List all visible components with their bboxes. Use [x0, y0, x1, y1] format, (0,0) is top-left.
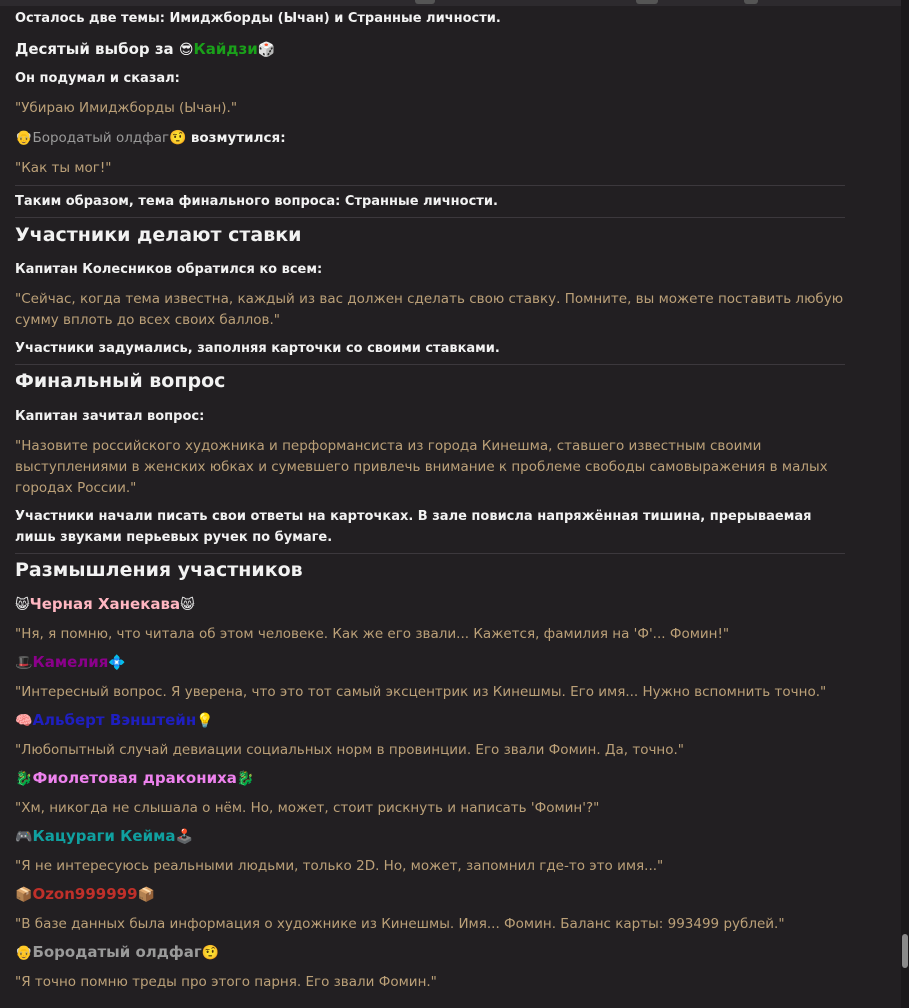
participant-emoji-icon: 💠 — [108, 655, 126, 671]
tenth-choice-label: Десятый выбор за — [15, 40, 174, 58]
participant-emoji-icon: 👴 — [15, 945, 33, 961]
participant-name: Кацураги Кейма — [32, 827, 176, 845]
toolbar-icon — [744, 0, 758, 4]
dice-icon: 🎲 — [257, 42, 276, 58]
bets-quote: "Сейчас, когда тема известна, каждый из вас должен сделать свою ставку. Помните, вы можете поставить любую сумму вплоть до всех своих баллов." — [15, 291, 844, 328]
objected-text: возмутился: — [190, 130, 286, 146]
participant-quote: "Интересный вопрос. Я уверена, что это тот самый эксцентрик из Кинешмы. Его имя... Нужно вспомнить точно." — [15, 684, 827, 700]
participant-quote: "Я не интересуюсь реальными людьми, только 2D. Но, может, запомнил где-то это имя..." — [15, 858, 664, 874]
old-man-icon: 👴 — [15, 130, 33, 146]
participants-list — [15, 593, 845, 993]
scrollbar[interactable] — [901, 0, 909, 1008]
participant-name: Ozon999999 — [32, 885, 138, 903]
participant-name-line — [15, 767, 845, 790]
bets-pondered-text: Участники задумались, заполняя карточки со своими ставками. — [15, 341, 500, 356]
chat-content — [15, 8, 845, 993]
toolbar-icon — [415, 0, 435, 4]
participant-emoji-icon: 🐉 — [236, 771, 255, 787]
participant-name-line — [15, 593, 845, 616]
participant-name: Альберт Вэнштейн — [32, 711, 197, 729]
participant-name-line — [15, 941, 845, 964]
cool-face-icon: 😎 — [178, 42, 194, 58]
participant-name-line — [15, 883, 845, 906]
toolbar-icon — [636, 0, 658, 4]
oldfag-name: Бородатый олдфаг — [32, 130, 170, 146]
participant-emoji-icon: 📦 — [15, 887, 33, 903]
participant-name: Черная Ханекава — [29, 595, 181, 613]
participant-emoji-icon: 💡 — [196, 713, 214, 729]
divider — [15, 185, 845, 186]
final-topic-text: Таким образом, тема финального вопроса: Странные личности. — [15, 194, 498, 209]
participant-name: Фиолетовая драконихa — [32, 769, 237, 787]
participant-emoji-icon: 😸 — [180, 597, 195, 613]
oldfag-objection-line — [15, 128, 845, 149]
top-toolbar-strip — [0, 0, 909, 6]
participant-quote: "Любопытный случай девиации социальных норм в провинции. Его звали Фомин. Да, точно." — [15, 742, 685, 758]
kaidzi-name: Кайдзи — [193, 40, 258, 58]
participant-emoji-icon: 😸 — [15, 597, 30, 613]
participant-quote: "Я точно помню треды про этого парня. Его звали Фомин." — [15, 974, 437, 990]
raised-eyebrow-icon: 🤨 — [169, 130, 187, 146]
divider — [15, 364, 845, 365]
captain-read-text: Капитан зачитал вопрос: — [15, 409, 205, 424]
remaining-topics-text: Осталось две темы: Имиджборды (Ычан) и Странные личности. — [15, 11, 501, 26]
participant-emoji-icon: 🎩 — [15, 655, 33, 671]
participant-quote: "В базе данных была информация о художнике из Кинешмы. Имя... Фомин. Баланс карты: 993499 рублей." — [15, 916, 785, 932]
tenth-choice-line — [15, 38, 845, 61]
thought-text: Он подумал и сказал: — [15, 71, 180, 86]
participant-emoji-icon: 🐉 — [15, 771, 33, 787]
participant-emoji-icon: 🤨 — [201, 945, 220, 961]
participant-emoji-icon: 🧠 — [15, 713, 33, 729]
scrollbar-thumb[interactable] — [902, 934, 908, 968]
participant-name: Бородатый олдфаг — [32, 943, 202, 961]
participant-name-line — [15, 651, 845, 674]
participant-name-line — [15, 825, 845, 848]
participant-quote: "Ня, я помню, что читала об этом человеке. Как же его звали... Кажется, фамилия на 'Ф'... Фомин!" — [15, 626, 730, 642]
participant-name: Камелия — [32, 653, 109, 671]
bets-heading: Участники делают ставки — [15, 224, 302, 246]
thoughts-heading: Размышления участников — [15, 559, 303, 581]
writing-answers-text: Участники начали писать свои ответы на карточках. В зале повисла напряжённая тишина, прерываемая лишь звуками перьевых ручек по бумаге. — [15, 509, 812, 545]
divider — [15, 553, 845, 554]
divider — [15, 217, 845, 218]
captain-addressed-text: Капитан Колесников обратился ко всем: — [15, 262, 323, 277]
final-question-heading: Финальный вопрос — [15, 370, 226, 392]
participant-emoji-icon: 🎮 — [15, 829, 33, 845]
participant-quote: "Хм, никогда не слышала о нём. Но, может, стоит рискнуть и написать 'Фомин'?" — [15, 800, 600, 816]
participant-emoji-icon: 🕹️ — [175, 829, 193, 845]
quote-how-could-you: "Как ты мог!" — [15, 160, 112, 176]
participant-name-line — [15, 709, 845, 732]
quote-remove-imageboards: "Убираю Имиджборды (Ычан)." — [15, 100, 238, 116]
participant-emoji-icon: 📦 — [137, 887, 155, 903]
final-question-quote: "Назовите российского художника и перформансиста из города Кинешма, ставшего известным своими выступлениями в женских юбках и сумевшего привлечь внимание к проблеме свободы самовыражения в малых городах России." — [15, 438, 828, 496]
